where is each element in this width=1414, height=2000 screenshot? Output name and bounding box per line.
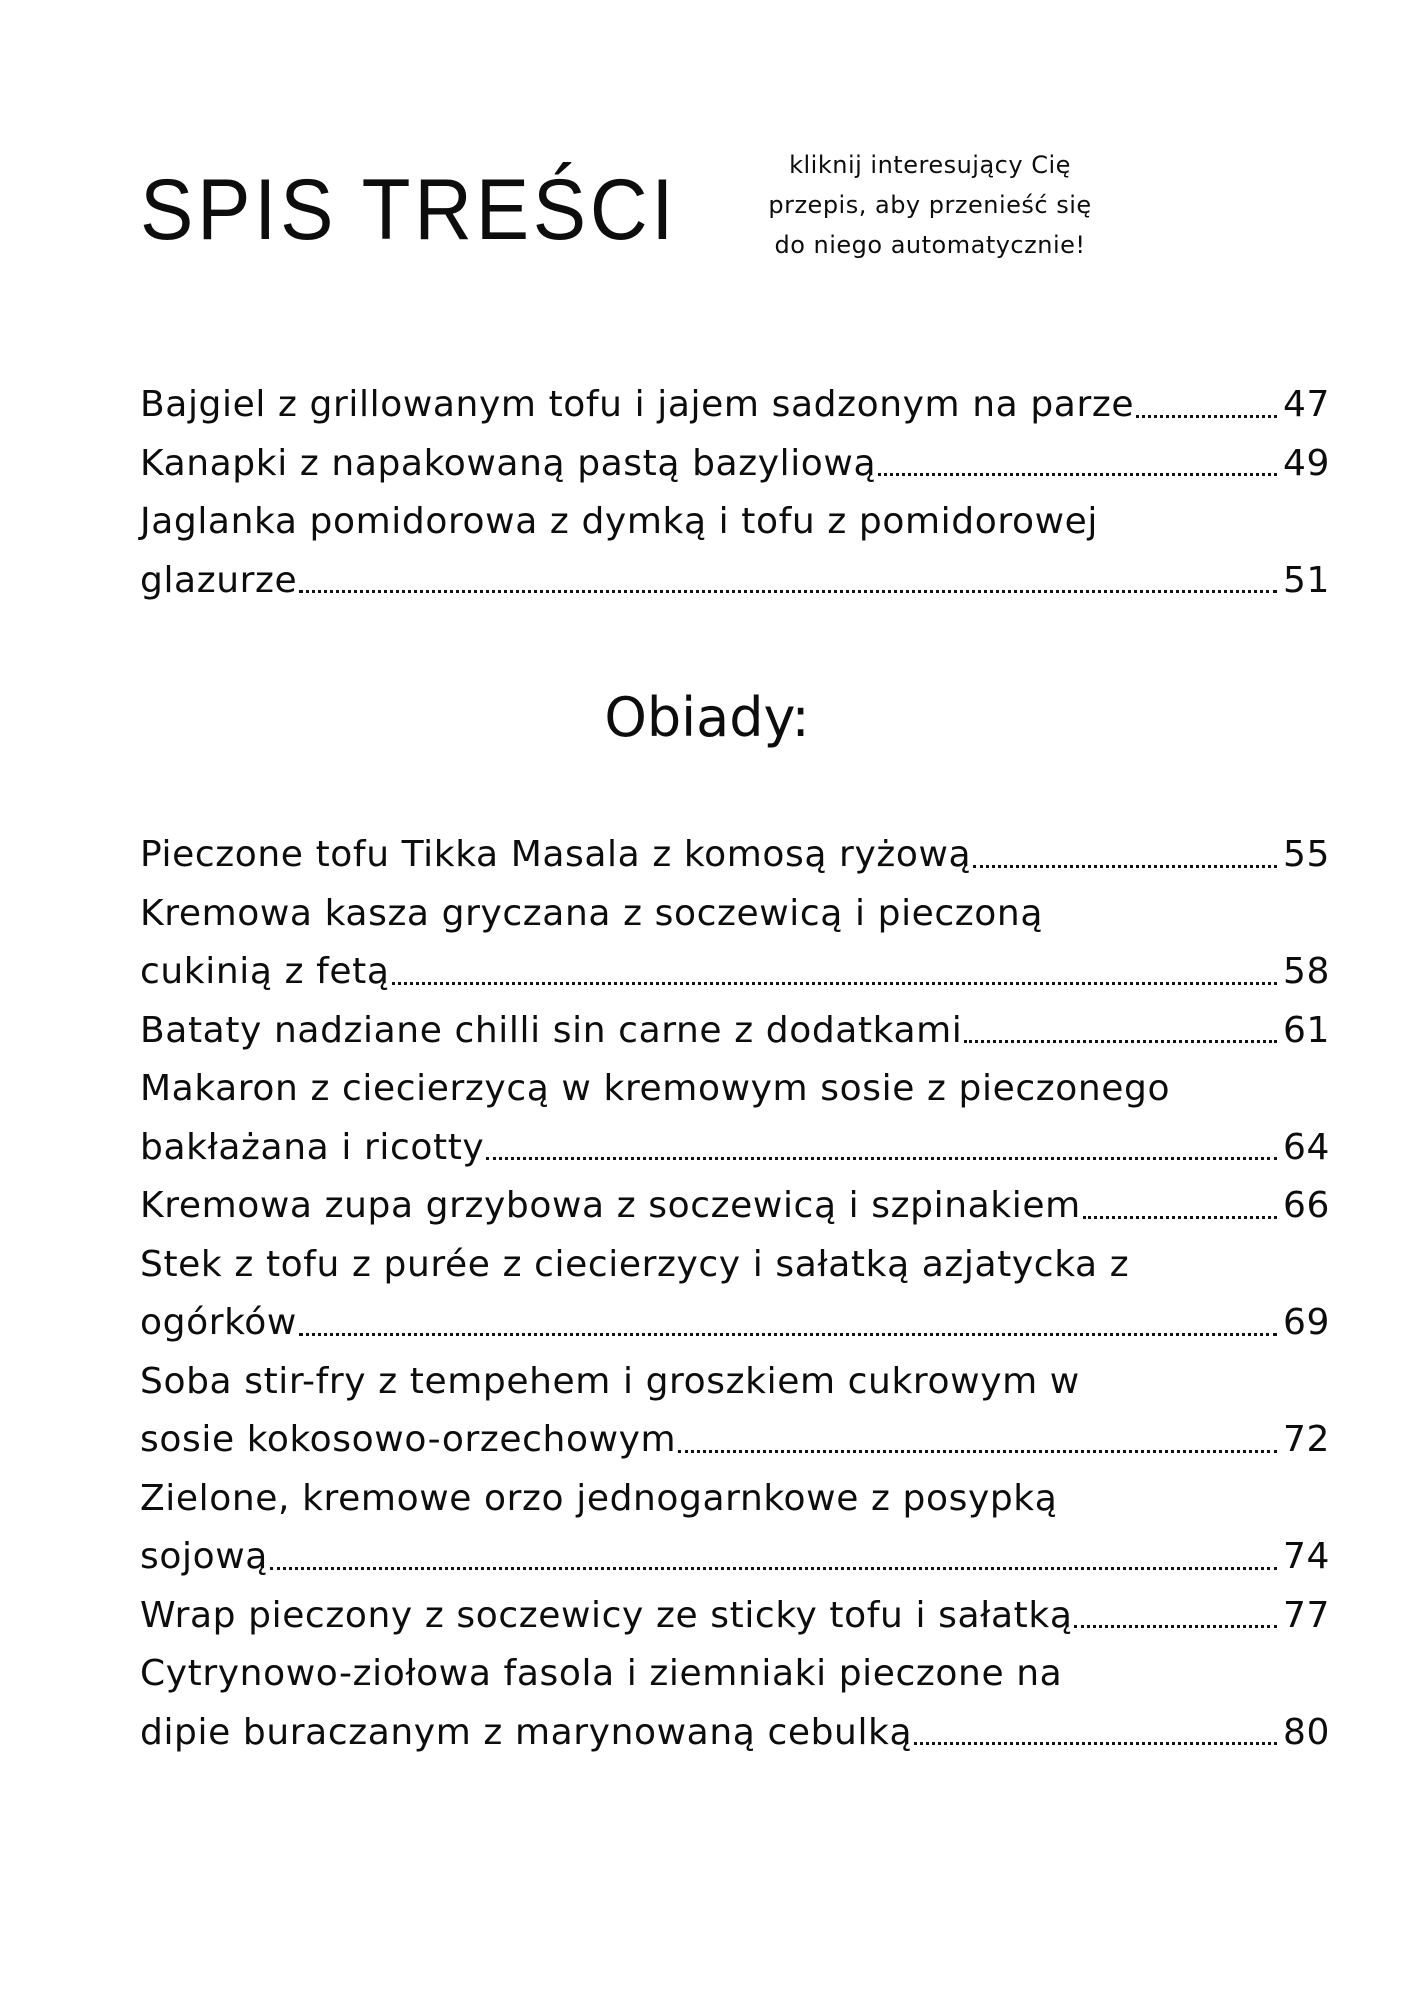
recipe-title: sosie kokosowo-orzechowym [140,1419,677,1460]
page-number: 51 [1282,559,1330,601]
toc-entry-link[interactable] [140,376,1330,435]
toc-entry-line [140,1704,1330,1763]
dot-leader [299,552,1277,611]
toc-entry-line [140,1353,1330,1412]
toc-entry-link[interactable] [140,1470,1330,1587]
recipe-title: Kremowa kasza gryczana z soczewicą i pieczoną [140,892,1044,934]
toc-entry-line [140,1294,1330,1353]
toc-entry-line [140,826,1330,885]
dot-leader [964,1002,1277,1061]
recipe-title: Jaglanka pomidorowa z dymką i tofu z pomidorowej [140,501,1098,542]
toc-entry-line [140,376,1330,435]
dot-leader [914,1704,1277,1763]
toc-entry-line [140,1119,1330,1178]
toc-entry-line [140,1528,1330,1587]
recipe-title: Wrap pieczony z soczewicy ze sticky tofu i sałatką [140,1594,1073,1636]
instruction-line: kliknij interesujący Cię [789,151,1071,179]
recipe-title: Kremowa zupa grzybowa z soczewicą i szpinakiem [140,1185,1081,1226]
page-number: 80 [1282,1711,1330,1753]
page-number: 72 [1282,1419,1330,1460]
dot-leader [878,435,1277,494]
page-number: 69 [1282,1302,1330,1343]
dot-leader [1074,1587,1277,1646]
toc-entry-line [140,1470,1330,1529]
toc-section-obiady [140,826,1330,1762]
instruction-note [730,145,1130,265]
instruction-line: do niego automatycznie! [774,231,1086,259]
recipe-title: Makaron z ciecierzycą w kremowym sosie z pieczonego [140,1068,1171,1109]
dot-leader [973,826,1277,885]
recipe-title: Bataty nadziane chilli sin carne z dodatkami [140,1009,963,1051]
dot-leader [299,1294,1277,1353]
page-number: 47 [1282,384,1330,425]
recipe-title: Kanapki z napakowaną pastą bazyliową [140,442,877,484]
recipe-title: glazurze [140,559,298,601]
toc-entry-line [140,552,1330,611]
page-number: 55 [1282,834,1330,875]
recipe-title: bakłażana i ricotty [140,1126,485,1168]
toc-entry-link[interactable] [140,435,1330,494]
page-number: 58 [1282,951,1330,992]
toc-entry-link[interactable] [140,1177,1330,1236]
recipe-title: Bajgiel z grillowanym tofu i jajem sadzonym na parze [140,384,1135,425]
recipe-title: Zielone, kremowe orzo jednogarnkowe z posypką [140,1477,1058,1519]
toc-entry-line [140,435,1330,494]
toc-entry-line [140,1236,1330,1295]
recipe-title: Stek z tofu z purée z ciecierzycy i sałatką azjatycka z [140,1243,1130,1285]
recipe-title: Pieczone tofu Tikka Masala z komosą ryżową [140,834,972,875]
dot-leader [392,943,1277,1002]
page-number: 61 [1282,1009,1330,1051]
toc-entry-line [140,943,1330,1002]
dot-leader [678,1411,1277,1470]
recipe-title: sojową [140,1536,268,1577]
page-number: 64 [1282,1126,1330,1168]
instruction-line: przepis, aby przenieść się [768,191,1092,219]
toc-entry-line [140,1645,1330,1704]
dot-leader [486,1119,1277,1178]
toc-entry-link[interactable] [140,1587,1330,1646]
toc-entry-line [140,1002,1330,1061]
recipe-title: ogórków [140,1302,297,1343]
toc-entry-link[interactable] [140,493,1330,610]
toc-entry-link[interactable] [140,1060,1330,1177]
toc-entry-link[interactable] [140,885,1330,1002]
toc-entry-link[interactable] [140,1353,1330,1470]
toc-entry-link[interactable] [140,826,1330,885]
toc-entry-link[interactable] [140,1645,1330,1762]
recipe-title: cukinią z fetą [140,951,390,992]
page-number: 74 [1282,1536,1330,1577]
toc-section-breakfast [140,376,1330,610]
section-heading-obiady: Obiady: [604,686,810,749]
recipe-title: dipie buraczanym z marynowaną cebulką [140,1711,913,1753]
dot-leader [1136,376,1277,435]
page-number: 66 [1282,1185,1330,1226]
recipe-title: Cytrynowo-ziołowa fasola i ziemniaki pieczone na [140,1653,1063,1694]
dot-leader [1083,1177,1277,1236]
toc-entry-line [140,1060,1330,1119]
page-title: SPIS TREŚCI [140,162,678,258]
page-number: 77 [1282,1594,1330,1636]
page-number: 49 [1282,442,1330,484]
dot-leader [270,1528,1277,1587]
recipe-title: Soba stir-fry z tempehem i groszkiem cukrowym w [140,1360,1080,1402]
toc-entry-line [140,1177,1330,1236]
toc-entry-link[interactable] [140,1236,1330,1353]
toc-entry-line [140,1411,1330,1470]
toc-entry-line [140,1587,1330,1646]
toc-entry-line [140,493,1330,552]
toc-entry-line [140,885,1330,944]
toc-entry-link[interactable] [140,1002,1330,1061]
